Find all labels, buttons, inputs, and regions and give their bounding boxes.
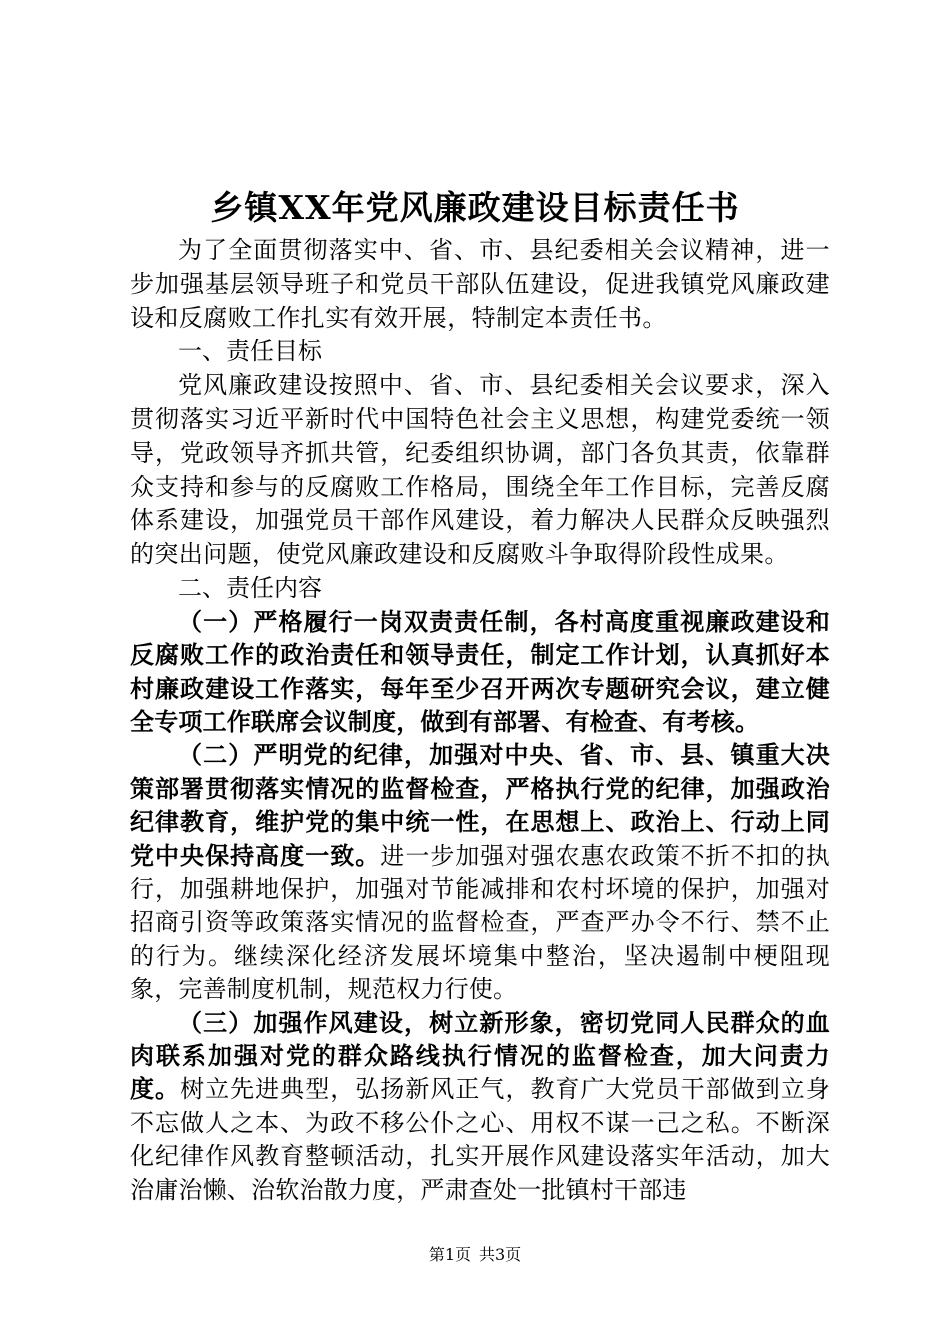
document-body: [130, 234, 830, 1207]
page-number-current: 第1页: [428, 1245, 471, 1264]
content-item-3-bold: （三）加强作风建设，树立新形象，密切党同人民群众的血肉联系加强对党的群众路线执行情况的监督检查，加大问责力度。: [130, 1008, 830, 1104]
content-item-1: （一）严格履行一岗双责责任制，各村高度重视廉政建设和反腐败工作的政治责任和领导责任，制定工作计划，认真抓好本村廉政建设工作落实，每年至少召开两次专题研究会议，建立健全专项工作联席会议制度，做到有部署、有检查、有考核。: [130, 607, 830, 736]
page-number-total: 共3页: [479, 1245, 522, 1264]
section-heading-goals: 一、责任目标: [178, 337, 322, 366]
content-item-2: [130, 739, 830, 1006]
content-item-3: [130, 1007, 830, 1207]
content-item-3-normal: 树立先进典型，弘扬新风正气，教育广大党员干部做到立身不忘做人之本、为政不移公仆之心、用权不谋一己之私。不断深化纪律作风教育整顿活动，扎实开展作风建设落实年活动，加大治庸治懒、治软治散力度，严肃查处一批镇村干部违: [130, 1075, 830, 1204]
content-item-2-normal: 进一步加强对强农惠农政策不折不扣的执行，加强耕地保护，加强对节能减排和农村坏境的保护，加强对招商引资等政策落实情况的监督检查，严查严办令不行、禁不止的行为。继续深化经济发展坏境集中整治，坚决遏制中梗阻现象，完善制度机制，规范权力行使。: [130, 841, 830, 1004]
goals-paragraph: 党风廉政建设按照中、省、市、县纪委相关会议要求，深入贯彻落实习近平新时代中国特色社会主义思想，构建党委统一领导，党政领导齐抓共管，纪委组织协调，部门各负其责，依靠群众支持和参与的反腐败工作格局，围绕全年工作目标，完善反腐体系建设，加强党员干部作风建设，着力解决人民群众反映强烈的突出问题，使党风廉政建设和反腐败斗争取得阶段性成果。: [130, 371, 830, 569]
content-item-2-bold: （二）严明党的纪律，加强对中央、省、市、县、镇重大决策部署贯彻落实情况的监督检查，严格执行党的纪律，加强政治纪律教育，维护党的集中统一性，在思想上、政治上、行动上同党中央保持高度一致。: [130, 741, 830, 870]
page-footer: [0, 1243, 950, 1267]
intro-paragraph: 为了全面贯彻落实中、省、市、县纪委相关会议精神，进一步加强基层领导班子和党员干部队伍建设，促进我镇党风廉政建设和反腐败工作扎实有效开展，特制定本责任书。: [130, 236, 830, 332]
section-heading-content: 二、责任内容: [178, 573, 322, 602]
document-title: 乡镇XX年党风廉政建设目标责任书: [210, 188, 740, 227]
